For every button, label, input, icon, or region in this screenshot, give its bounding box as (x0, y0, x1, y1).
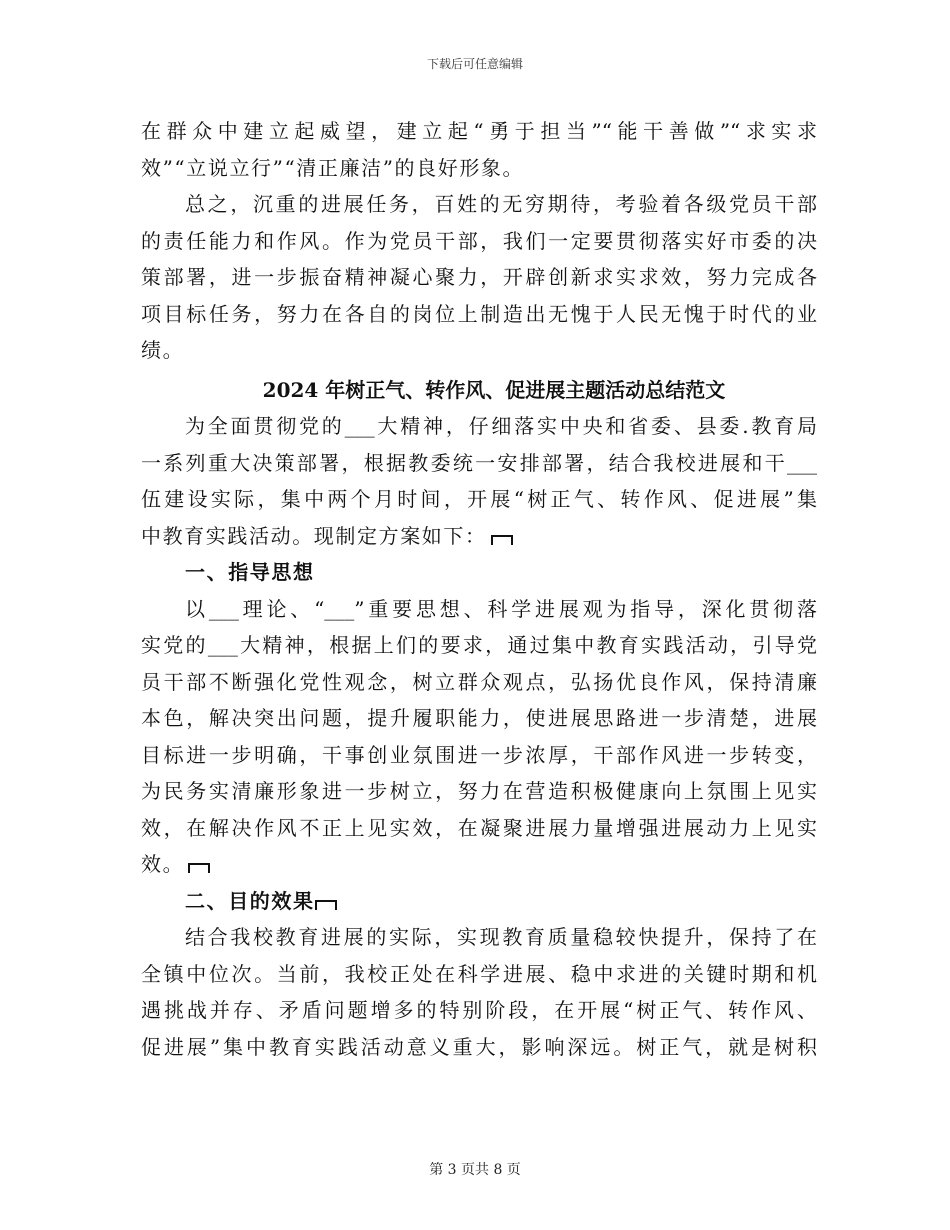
page-header: 下载后可任意编辑 (426, 57, 523, 71)
text-line (141, 846, 817, 883)
text-line: 项目标任务，努力在各自的岗位上制造出无愧于人民无愧于时代的业 (141, 301, 817, 326)
text-line: 为全面贯彻党的___大精神，仔细落实中央和省委、县委.教育局 (185, 414, 817, 438)
paragraph-mark-icon (188, 863, 210, 873)
text-line: 总之，沉重的进展任务，百姓的无穷期待，考验着各级党员干部 (185, 192, 817, 216)
text-line: 为民务实清廉形象进一步树立，努力在营造积极健康向上氛围上见实 (141, 779, 817, 803)
heading-guiding-thought: 一、指导思想 (185, 560, 315, 584)
page-footer: 第 3 页共 8 页 (429, 1162, 521, 1178)
paragraph-mark-icon (315, 900, 337, 910)
text-line: 一系列重大决策部署，根据教委统一安排部署，结合我校进展和干___ (141, 450, 817, 475)
section-title: 2024 年树正气、转作风、促进展主题活动总结范文 (262, 377, 726, 402)
text-line: 实党的___大精神，根据上们的要求，通过集中教育实践活动，引导党 (141, 633, 817, 657)
text-line: 策部署，进一步振奋精神凝心聚力，开辟创新求实求效，努力完成各 (141, 265, 817, 289)
text-line: 的责任能力和作风。作为党员干部，我们一定要贯彻落实好市委的决 (141, 228, 817, 253)
text-line (141, 518, 817, 555)
text-line: 在群众中建立起威望，建立起“勇于担当”“能干善做”“求实求 (141, 119, 817, 143)
heading-goals-label: 二、目的效果 (185, 888, 315, 913)
text-line: 全镇中位次。当前，我校正处在科学进展、稳中求进的关键时期和机 (141, 961, 817, 986)
heading-goals (141, 883, 817, 920)
text-line: 目标进一步明确，干事创业氛围进一步浓厚，干部作风进一步转变， (141, 742, 817, 767)
document-body (141, 113, 817, 1065)
paragraph-mark-icon (491, 535, 513, 545)
text-line: 遇挑战并存、矛盾问题增多的特别阶段，在开展“树正气、转作风、 (141, 998, 817, 1022)
text-line: 促进展”集中教育实践活动意义重大，影响深远。树正气，就是树积 (141, 1034, 817, 1059)
text-line: 绩。 (141, 338, 185, 362)
text-line-content: 效。 (141, 852, 185, 876)
text-line: 效”“立说立行”“清正廉洁”的良好形象。 (141, 155, 525, 180)
text-line: 伍建设实际，集中两个月时间，开展“树正气、转作风、促进展”集 (141, 487, 817, 511)
text-line: 效，在解决作风不正上见实效，在凝聚进展力量增强进展动力上见实 (141, 815, 817, 840)
text-line: 本色，解决突出问题，提升履职能力，使进展思路进一步清楚，进展 (141, 706, 817, 730)
text-line: 以___理论、“___”重要思想、科学进展观为指导，深化贯彻落 (185, 596, 817, 621)
text-line-content: 中教育实践活动。现制定方案如下： (141, 523, 487, 548)
text-line: 结合我校教育进展的实际，实现教育质量稳较快提升，保持了在 (185, 925, 817, 949)
text-line: 员干部不断强化党性观念，树立群众观点，弘扬优良作风，保持清廉 (141, 669, 817, 694)
